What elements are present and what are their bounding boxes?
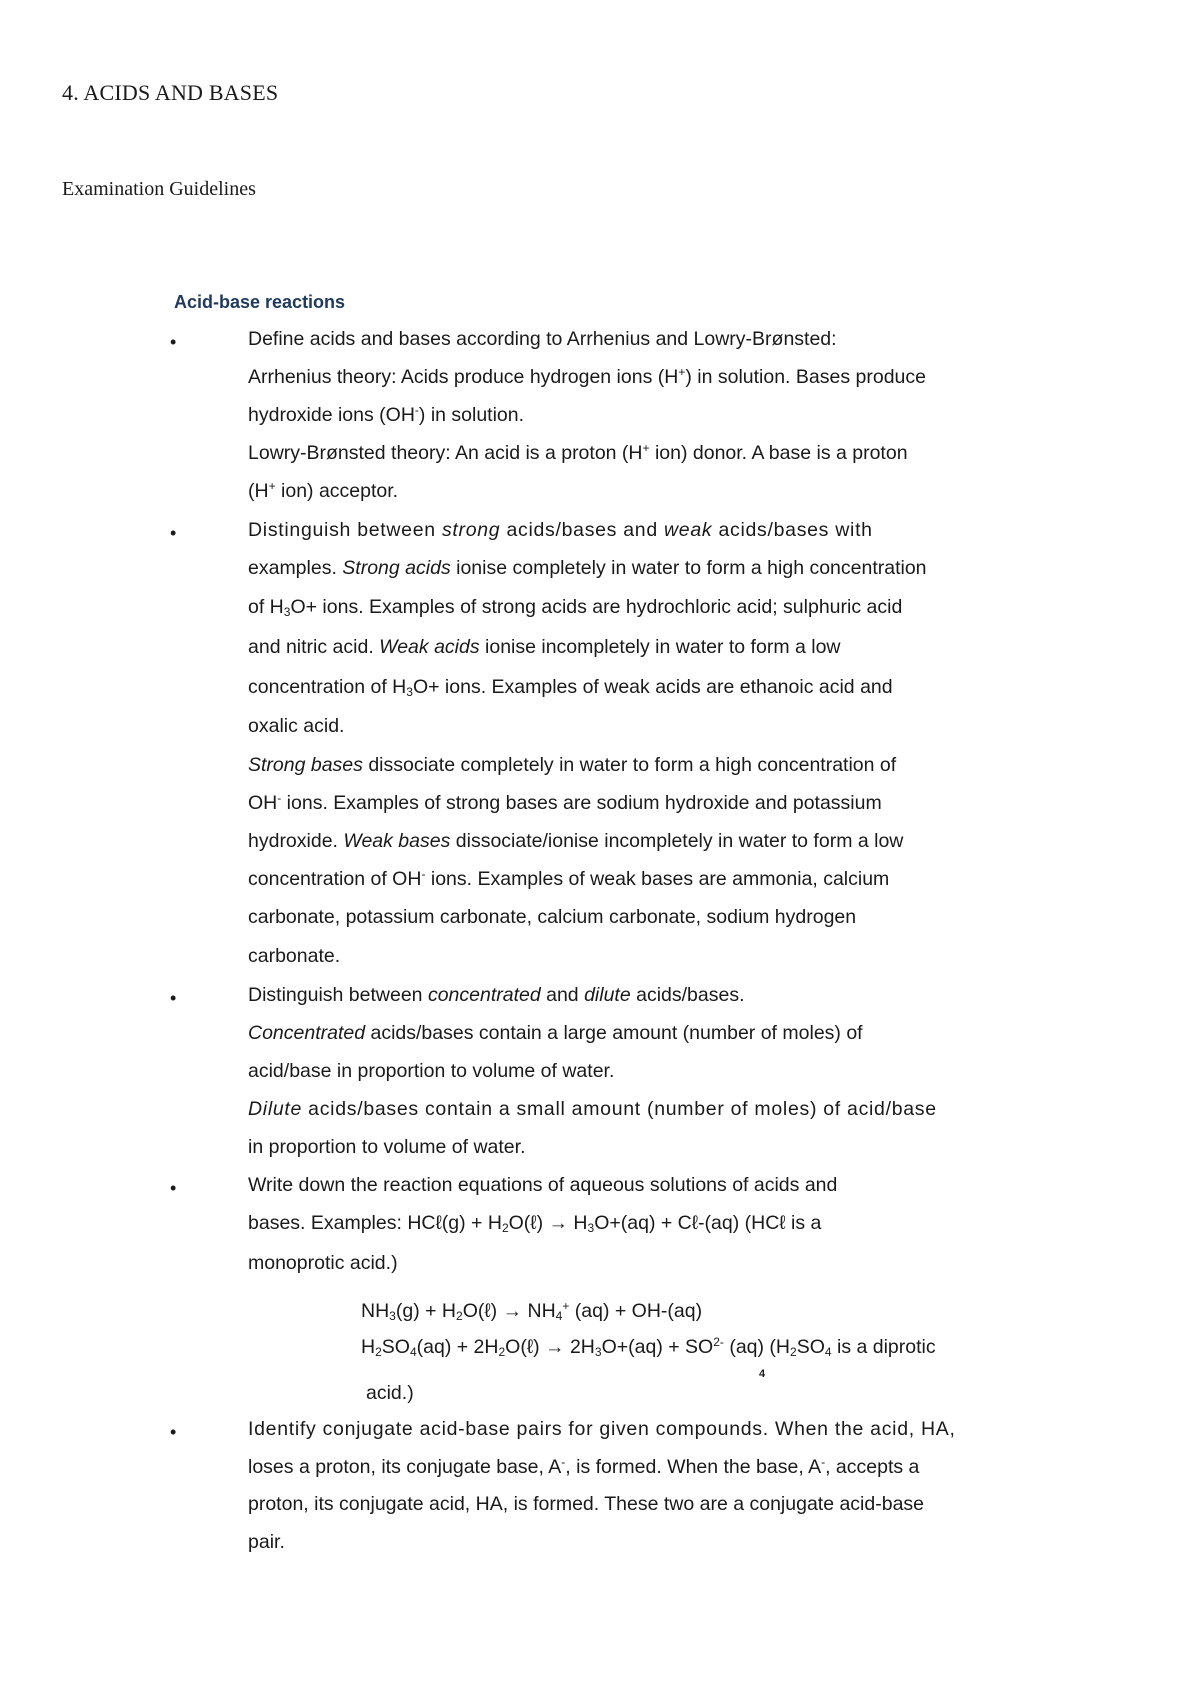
text-run: ionise incompletely in water to form a low (479, 636, 841, 658)
text-run: hydroxide. (248, 830, 344, 852)
text-line (248, 867, 890, 890)
text-run: Strong acids (342, 557, 451, 579)
text-run: dilute (584, 984, 631, 1006)
text-run: O+ ions. Examples of weak acids are ethanoic acid and (412, 676, 893, 698)
text-line (248, 791, 882, 814)
text-run: Strong bases (248, 754, 363, 776)
text-line (248, 441, 908, 464)
text-run: ions. Examples of strong bases are sodium hydroxide and potassium (281, 792, 882, 814)
stacked-subscript: 4 (759, 1368, 766, 1380)
text-run: O+ ions. Examples of strong acids are hydrochloric acid; sulphuric acid (290, 596, 903, 618)
text-run: , is formed. When the base, A (565, 1456, 822, 1478)
text-run: 4 (824, 1345, 832, 1359)
text-run: 2 (375, 1345, 382, 1359)
text-run: + (642, 441, 650, 455)
text-line (248, 1176, 837, 1196)
text-run: Dilute (248, 1098, 303, 1120)
text-run: - (421, 867, 426, 881)
text-run: SO (381, 1336, 410, 1358)
text-run: Concentrated (248, 1022, 366, 1044)
text-run: Lowry-Brønsted theory: An acid is a proton (H (248, 442, 643, 464)
text-line (248, 678, 893, 698)
text-run: 3 (594, 1345, 602, 1359)
text-run: concentrated (427, 984, 541, 1006)
page-title: 4. ACIDS AND BASES (62, 80, 279, 105)
text-run: - (821, 1455, 826, 1469)
text-run: loses a proton, its conjugate base, A (248, 1456, 562, 1478)
text-run: carbonate. (248, 945, 341, 967)
text-line (248, 908, 856, 928)
text-run: Arrhenius theory: Acids produce hydrogen ions (H (248, 366, 679, 388)
text-run: bases. Examples: HCℓ(g) + H (248, 1212, 502, 1234)
text-run: of H (248, 596, 284, 618)
text-run: 3 (389, 1309, 396, 1323)
text-run: (aq) + 2H (416, 1336, 499, 1358)
section-heading: Acid-base reactions (174, 292, 346, 312)
text-line (248, 1455, 920, 1478)
text-line (248, 717, 344, 737)
text-run: acids/bases and (500, 519, 665, 541)
text-line (248, 598, 902, 618)
text-line (248, 1420, 956, 1440)
equation-line (361, 1335, 936, 1359)
text-run: OH (248, 792, 278, 814)
text-line (248, 1214, 821, 1234)
text-run: + (268, 479, 276, 493)
text-run: - (561, 1455, 566, 1469)
bullet-marker: • (170, 988, 177, 1008)
bullet-marker: • (170, 1422, 177, 1442)
text-run: (aq) + OH-(aq) (569, 1300, 703, 1322)
text-line (248, 756, 896, 776)
text-line (248, 638, 841, 658)
text-run: acids/bases with (712, 519, 873, 541)
text-run: monoprotic acid.) (248, 1252, 398, 1274)
text-run: (H (248, 480, 269, 502)
text-run: Weak bases (343, 830, 451, 852)
text-run: SO (796, 1336, 825, 1358)
text-run: acid.) (366, 1382, 414, 1404)
text-run: strong (441, 519, 501, 541)
text-run: ) in solution. Bases produce (685, 366, 926, 388)
text-run: dissociate/ionise incompletely in water to form a low (450, 830, 904, 852)
text-run: 3 (406, 685, 413, 699)
text-run: Weak acids (379, 636, 480, 658)
bullet-marker: • (170, 332, 177, 352)
text-run: - (277, 791, 282, 805)
equation-line (366, 1384, 414, 1404)
text-run: examples. (248, 557, 343, 579)
text-run: carbonate, potassium carbonate, calcium carbonate, sodium hydrogen (248, 906, 857, 928)
text-run: - (414, 403, 419, 417)
text-run: acid/base in proportion to volume of water. (248, 1060, 615, 1082)
text-run: proton, its conjugate acid, HA, is formed. These two are a conjugate acid-base (248, 1493, 925, 1515)
text-run: in proportion to volume of water. (248, 1136, 526, 1158)
text-line (248, 330, 837, 350)
text-run: acids/bases contain a small amount (number of moles) of acid/base (302, 1098, 937, 1120)
text-run: pair. (248, 1531, 285, 1553)
page-subtitle: Examination Guidelines (62, 178, 256, 200)
text-line (248, 1024, 863, 1044)
text-run: dissociate completely in water to form a high concentration of (362, 754, 897, 776)
bullet-marker: • (170, 523, 177, 543)
text-run: 2 (456, 1309, 463, 1323)
text-run: (aq) (H (723, 1336, 790, 1358)
text-run: (g) + H (395, 1300, 456, 1322)
text-line (248, 1254, 398, 1274)
text-line (248, 479, 399, 502)
text-run: concentration of OH (248, 868, 422, 890)
equation-line (361, 1299, 703, 1323)
text-run: NH (361, 1300, 390, 1322)
text-run: 2 (498, 1345, 506, 1359)
text-run: 2 (790, 1345, 797, 1359)
text-run: 2- (713, 1335, 724, 1349)
text-run: ion) donor. A base is a proton (649, 442, 908, 464)
text-line (248, 986, 745, 1006)
text-run: O+(aq) + Cℓ-(aq) (HCℓ is a (594, 1212, 822, 1234)
text-run: O(ℓ) → 2H (505, 1336, 595, 1358)
text-run: ionise completely in water to form a high concentration (450, 557, 927, 579)
text-line (248, 1062, 614, 1082)
text-run: Distinguish between (248, 984, 428, 1006)
text-run: 2 (501, 1221, 509, 1235)
text-line (248, 403, 525, 426)
text-line (248, 1100, 937, 1120)
text-run: acids/bases contain a large amount (number of moles) of (365, 1022, 863, 1044)
text-run: ions. Examples of weak bases are ammonia, calcium (425, 868, 890, 890)
text-line (248, 1138, 526, 1158)
text-line (248, 1533, 285, 1553)
bullet-marker: • (170, 1178, 177, 1198)
text-run: is a diprotic (831, 1336, 936, 1358)
text-run: concentration of H (248, 676, 407, 698)
text-run: Identify conjugate acid-base pairs for given compounds. When the acid, HA, (248, 1418, 956, 1440)
text-run: ion) acceptor. (275, 480, 399, 502)
text-run: 4 (555, 1309, 563, 1323)
text-run: , accepts a (825, 1456, 920, 1478)
text-run: hydroxide ions (OH (248, 404, 415, 426)
text-run: O+(aq) + SO (601, 1336, 714, 1358)
text-run: 3 (283, 605, 291, 619)
text-run: 4 (409, 1345, 417, 1359)
text-run: O(ℓ) → H (508, 1212, 588, 1234)
text-run: H (361, 1336, 376, 1358)
text-run: and nitric acid. (248, 636, 380, 658)
text-run: 3 (587, 1221, 595, 1235)
text-run: ) in solution. (418, 404, 525, 426)
text-run: weak (664, 519, 713, 541)
text-run: Write down the reaction equations of aqueous solutions of acids and (248, 1174, 838, 1196)
text-run: acids/bases. (630, 984, 745, 1006)
text-run: and (540, 984, 585, 1006)
text-run: oxalic acid. (248, 715, 345, 737)
text-run: Distinguish between (248, 519, 442, 541)
text-line (248, 365, 926, 388)
text-line (248, 1495, 924, 1515)
text-line (248, 559, 927, 579)
text-run: O(ℓ) → NH (462, 1300, 556, 1322)
text-line (248, 947, 340, 967)
text-run: + (678, 365, 686, 379)
text-run: Define acids and bases according to Arrhenius and Lowry-Brønsted: (248, 328, 837, 350)
text-line (248, 832, 903, 852)
text-run: + (562, 1299, 570, 1313)
text-line (248, 521, 873, 541)
